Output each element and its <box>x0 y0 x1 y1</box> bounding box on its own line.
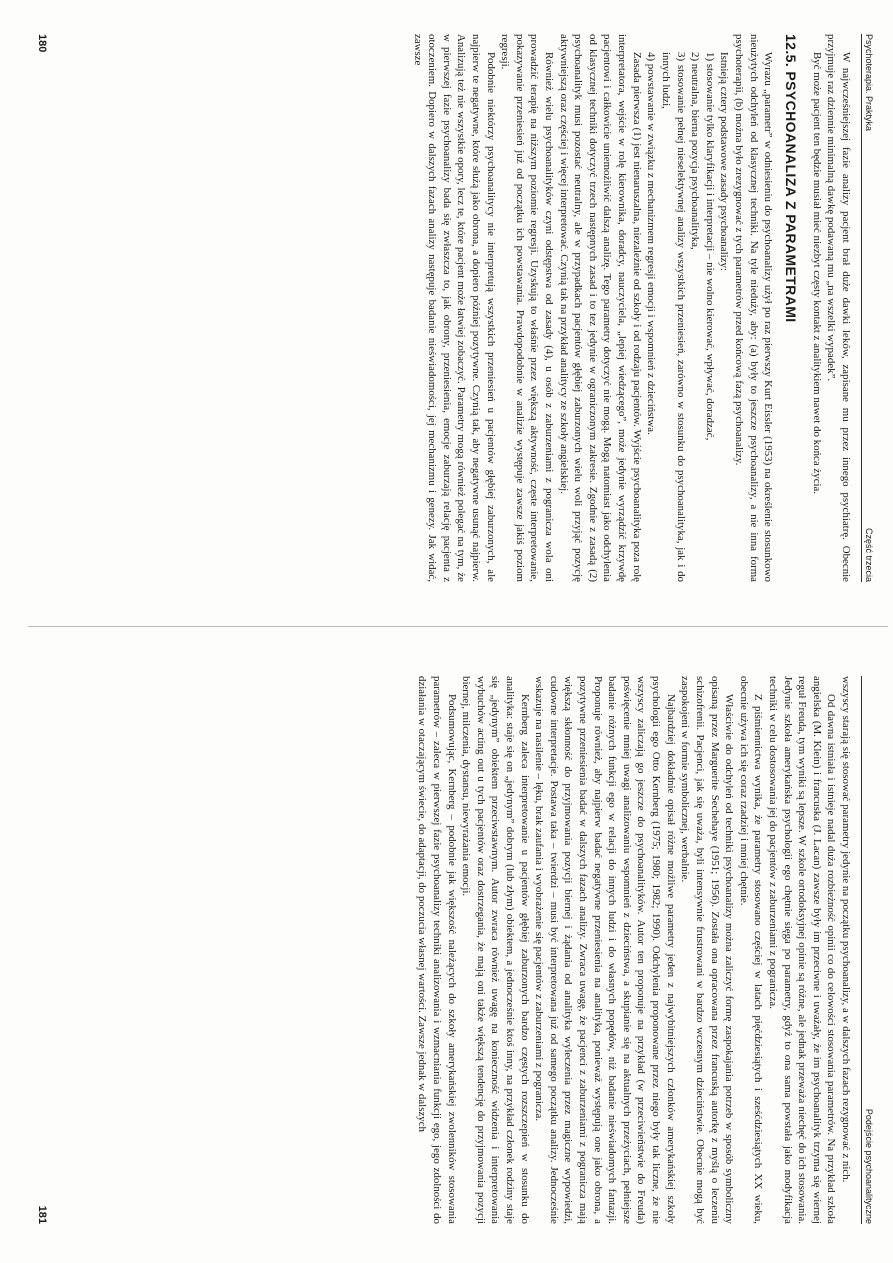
paragraph: Z piśmiennictwa wynika, że parametry stosowano częściej w latach pięćdziesiątych i sześćdziesiątych XX wieku, obecnie używa ich się coraz rzadziej i mniej chętnie. <box>737 676 765 1224</box>
list-item: 4) powstawanie w związku z mechanizmem regresji emocji i wspomnień z dzieciństwa. <box>645 52 658 435</box>
page-gutter <box>28 626 888 627</box>
paragraph: Również wielu psychoanalityków czyni odstępstwa od zasady (4), u osób z zaburzeniami z pogranicza wola oni prowadzić terapię na niższym poziomie regresji. Uzyskują to właśnie przez większą aktywność, częste interpretowanie, pokazywanie przeniesień już od początku ich powstawania. Prawdopodobnie w analizie występuje zawsze jakiś poziom regresji. <box>499 34 556 582</box>
section-heading: 12.5. PSYCHOANALIZA Z PARAMETRAMI <box>783 34 800 323</box>
book-page-180 <box>28 8 888 608</box>
paragraph: Właściwie do odchyleń od techniki psychoanalizy można zaliczyć formę zaspokajania potrzeb w sposób symboliczny opisaną przez Marguerite Sechehaye (1951; 1956). Została ona opracowana przez francuską autorkę z myślą o leczeniu schizofrenii. Pacjenci, jak się uważa, byli intensywnie frustrowani w bardzo wczesnym dzieciństwie. Obecnie mogą być zaspokojeni w formie symbolicznej, werbalnie. <box>679 676 736 1224</box>
list-item: 2) neutralna, bierna pozycja psychoanalityka, <box>689 52 702 250</box>
running-head-book-title: Psychoterapia. Praktyka <box>864 34 874 132</box>
paragraph: W najwcześniejszej fazie analizy pacjent brał duże dawki leków, zapisane mu przez innego psychiatrę. Obecnie przyjmuje raz dziennie minimalną dawkę podawaną mu „na wszelki wypadek”. <box>825 34 852 582</box>
paragraph: Najbardziej dokładnie opisał różne możliwe parametry jeden z najwybitniejszych członków amerykańskiej szkoły psychologii ego Otto Kernberg (1975; 1980; 1982; 1990). Odchylenia proponowane przez niego były tak liczne, że nie wszyscy zaliczają go jeszcze do psychoanalityków. Autor ten proponuje na przykład (w przeciwieństwie do Freuda) poświęcenie mniej uwagi analizowaniu wspomnień z dzieciństwa, a skupianie się na aktualnych przeżyciach, pełniejsze badanie różnych funkcji ego w relacji do innych ludzi i do własnych popędów, niż badanie nieświadomych fantazji. Proponuje również, aby najpierw badać negatywne przeniesienia na analityka, ponieważ występują one jako obrona, a pozytywne przeniesienia badać w dalszych fazach analizy. Zwraca uwagę, że pacjenci z zaburzeniami z pogranicza mają większą skłonność do przyjmowania pozycji biernej i żądania od analityka wyleczenia przez magiczne wypowiedzi, cudowne interpretacje. Postawa taka – twierdzi – musi być interpretowana już od samego początku analizy. Jednocześnie wskazuje na nasilenie – lęku, brak zaufania i wyobrażenie się pacjentów z zaburzeniami z pogranicza. <box>533 676 677 1224</box>
page-number: 181 <box>36 1205 48 1224</box>
running-head <box>861 34 874 582</box>
paragraph: Podobnie niektórzy psychoanalitycy nie interpretują wszystkich przeniesień u pacjentów głębiej zaburzonych, ale najpierw te negatywne, które służą jako obrona, a dopiero później pozytywne. Czynią tak, aby negatywne usunąć najpierw. Analizują też nie wszystkie opory, lecz te, które pacjent może łatwiej zobaczyć. Parametry mogą również polegać na tym, że w pierwszej fazie psychoanalizy bada się zwłaszcza to, jak obrony, przeniesienia, emocje zaburzają relację pacjenta z otoczeniem. Dopiero w dalszych fazach analizy następuje badanie nieświadomości, jej mechanizmu i genezy. Jak widać, zawsze <box>411 34 497 582</box>
paragraph: Być może pacjent ten będzie musiał mieć niezbyt częsty kontakt z analitykiem nawet do końca życia. <box>810 52 823 495</box>
paragraph: Podsumowując, Kernberg – podobnie jak większość należących do szkoły amerykańskiej zwolenników stosowania parametrów – zaleca w pierwszej fazie psychoanalizy techniki analizowania i wzmacniania funkcji ego, jego zdolności do działania w otaczającym świecie, do adaptacji, do poczucia własnej wartości. Zawsze jednak w dalszych <box>416 676 458 1224</box>
page-number: 180 <box>36 34 48 53</box>
running-head-part: Część trzecia <box>864 527 874 582</box>
paragraph: Zasada pierwsza (1) jest nienaruszalna, niezależnie od szkoły i od rodzaju pacjentów. Wyjście psychoanalityka poza rolę interpretatora, wejście w rolę kierownika, doradcy, nauczyciela, „lepiej wiedzącego”, może jedynie wyrządzić krzywdę pacjentowi i całkowicie uniemożliwić dalszą analizę. Tego parametry dotyczyć nie mogą. Mogą natomiast jako odchylenia od klasycznej techniki dotyczyć trzech następnych zasad i to tez jedynie w ograniczonym zakresie. Zgodnie z zasadą (2) psychoanalityk musi pozostać neutralny, ale w przypadkach pacjentów głębiej zaburzonych wielu woli przyjąć pozycję aktywniejszą oraz częściej i więcej interpretować. Czynią tak na przykład analitycy ze szkoły angielskiej. <box>557 34 643 582</box>
paragraph: Wyrazu „parametr” w odniesieniu do psychoanalizy użył po raz pierwszy Kurt Eissler (1953) na określenie stosunkowo nieużytych odchyleń od klasycznej techniki. Na tyle nieduży, aby: (a) były to jeszcze psychoanalizy, a nie inna forma psychoterapii, (b) można było zrezygnować z tych parametrów przed końcową fazą psychoanalizy. <box>732 34 775 582</box>
paragraph: Istnieją cztery podstawowe zasady psychoanalizy: <box>718 52 731 271</box>
paragraph: Od dawna istniała i istnieje nadal duża rozbieżność opinii co do celowości stosowania parametrów. Na przykład szkoła angielska (M. Klein) i francuska (J. Lacan) zawsze były im przeciwne i uważały, że im psychoanalityk trzyma się wiernej reguł Freuda, tym wyniki są lepsze. W szkole ortodoksyjnej opinie są różne, ale jednak przeważa niechęć do ich stosowania. Jedynie szkoła amerykańska psychologii ego chętnie sięga po parametry, gdyż to ona sama powstała jako modyfikacja techniki w celu dostosowania jej do pacjentów z zaburzeniami z pogranicza. <box>766 676 838 1224</box>
running-head <box>861 676 874 1224</box>
paragraph: wszyscy starają się stosować parametry jedynie na początku psychoanalizy, a w dalszych fazach rezygnować z nich. <box>840 676 852 1183</box>
list-item: 1) stosowanie tylko klaryfikacji i interpretacji – nie wolno kierować, wpływać, doradzać, <box>703 52 716 441</box>
book-page-181 <box>28 650 888 1250</box>
paragraph: Kernberg zaleca interpretowanie u pacjentów głębiej zaburzonych bardzo częstych rozszczepień w stosunku do analityka: staje się on „jedynym” dobrym (lub złym) obiektem, a jednocześnie ktoś inny, na przykład członek rodziny staje się „jedynym” obiektem przeciwstawnym. Autor zwraca również uwagę na konieczność widzenia i interpretowania wybuchów acting out u tych pacjentów oraz dostrzegania, że mają oni także większą tendencję do przyjmowania pozycji biernej, milczenia, dystansu, niewyrażania emocji. <box>460 676 531 1224</box>
list-item: 3) stosowanie pełnej nieselektywnej analizy wszystkich przeniesień, zarówno w stosunku do psychoanalityka, jak i do innych ludzi, <box>659 52 687 582</box>
running-head-chapter-title: Podejście psychoanalityczne <box>864 1108 874 1224</box>
